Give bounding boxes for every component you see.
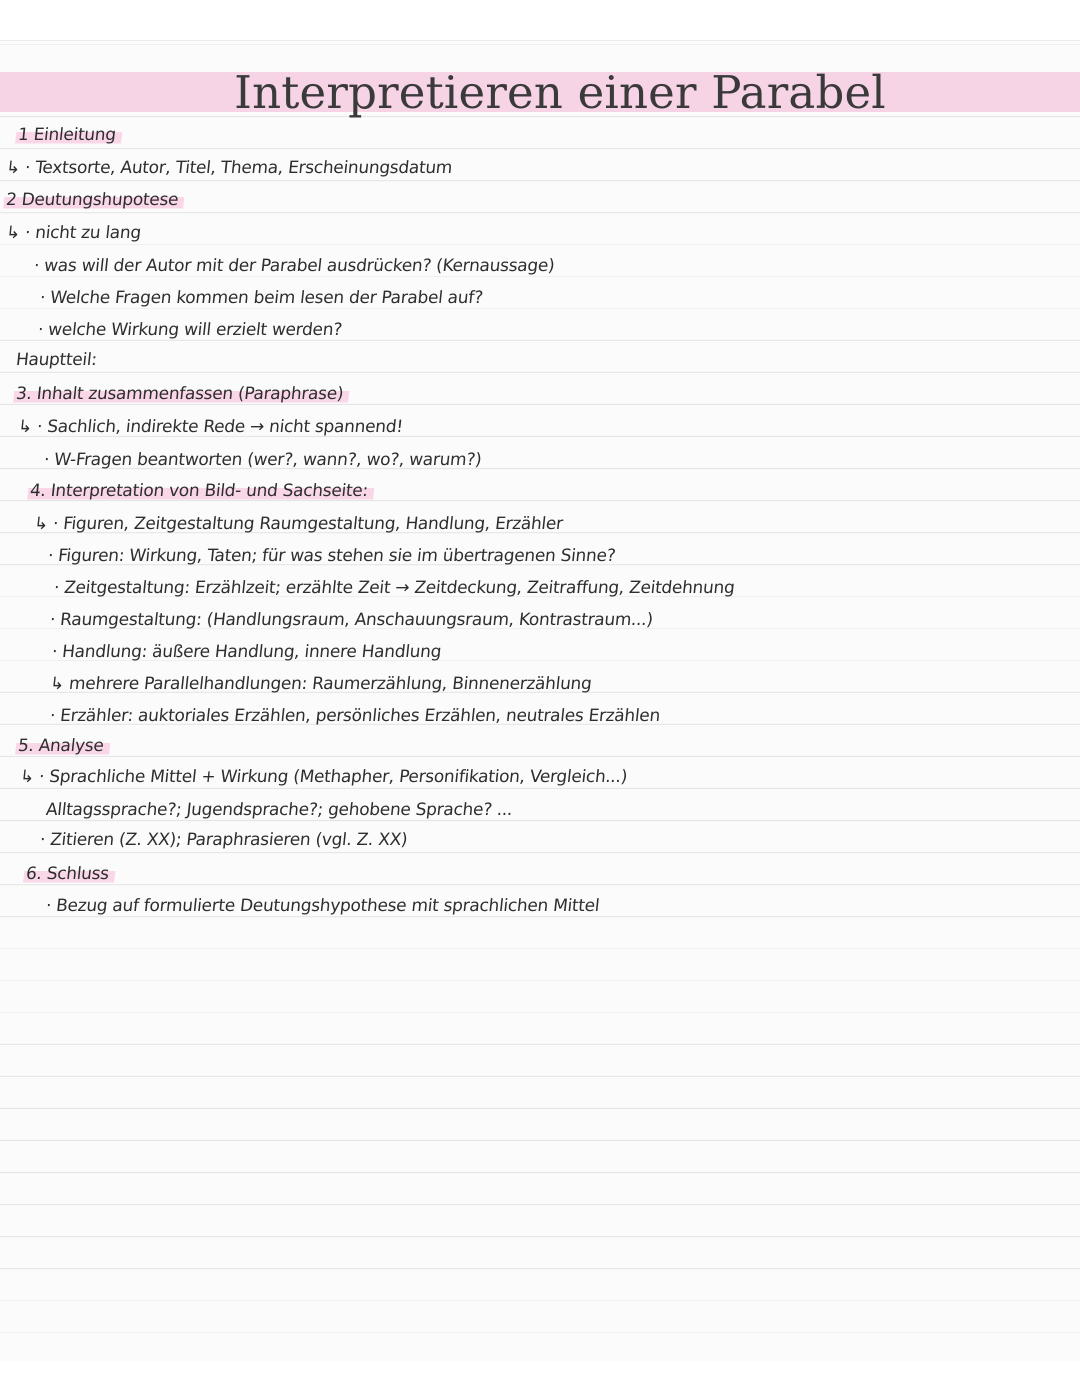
heading-analyse: 5. Analyse bbox=[15, 736, 111, 756]
note-line: ↳ · Sachlich, indirekte Rede → nicht spannend! bbox=[16, 417, 404, 437]
note-line: · was will der Autor mit der Parabel ausdrücken? (Kernaussage) bbox=[32, 256, 556, 276]
notebook-page bbox=[0, 40, 1080, 1361]
note-line: · Zitieren (Z. XX); Paraphrasieren (vgl. Z. XX) bbox=[38, 830, 409, 850]
note-line: ↳ mehrere Parallelhandlungen: Raumerzählung, Binnenerzählung bbox=[48, 674, 593, 694]
note-line: ↳ · Sprachliche Mittel + Wirkung (Methapher, Personifikation, Vergleich...) bbox=[18, 767, 629, 787]
heading-hauptteil: Hauptteil: bbox=[14, 350, 98, 370]
note-line: · Zeitgestaltung: Erzählzeit; erzählte Zeit → Zeitdeckung, Zeitraffung, Zeitdehnung bbox=[52, 578, 736, 598]
note-line: · Handlung: äußere Handlung, innere Handlung bbox=[50, 642, 443, 662]
heading-deutungshypothese: 2 Deutungshupotese bbox=[3, 190, 185, 210]
heading-schluss: 6. Schluss bbox=[23, 864, 116, 884]
note-line: ↳ · nicht zu lang bbox=[4, 223, 142, 243]
page-title: Interpretieren einer Parabel bbox=[234, 66, 886, 119]
heading-einleitung: 1 Einleitung bbox=[15, 125, 123, 145]
heading-inhalt: 3. Inhalt zusammenfassen (Paraphrase) bbox=[13, 384, 350, 404]
note-line: Alltagssprache?; Jugendsprache?; gehobene Sprache? ... bbox=[44, 800, 514, 820]
note-line: · Bezug auf formulierte Deutungshypothese mit sprachlichen Mittel bbox=[44, 896, 601, 916]
note-line: · Erzähler: auktoriales Erzählen, persönliches Erzählen, neutrales Erzählen bbox=[48, 706, 661, 726]
heading-interpretation: 4. Interpretation von Bild- und Sachseite: bbox=[27, 481, 375, 501]
note-line: · W-Fragen beantworten (wer?, wann?, wo?, warum?) bbox=[42, 450, 483, 470]
note-line: ↳ · Textsorte, Autor, Titel, Thema, Erscheinungsdatum bbox=[4, 158, 454, 178]
note-line: · Welche Fragen kommen beim lesen der Parabel auf? bbox=[38, 288, 484, 308]
note-line: ↳ · Figuren, Zeitgestaltung Raumgestaltung, Handlung, Erzähler bbox=[32, 514, 564, 534]
note-line: · Figuren: Wirkung, Taten; für was stehen sie im übertragenen Sinne? bbox=[46, 546, 617, 566]
note-line: · Raumgestaltung: (Handlungsraum, Anschauungsraum, Kontrastraum...) bbox=[48, 610, 654, 630]
note-line: · welche Wirkung will erzielt werden? bbox=[36, 320, 343, 340]
